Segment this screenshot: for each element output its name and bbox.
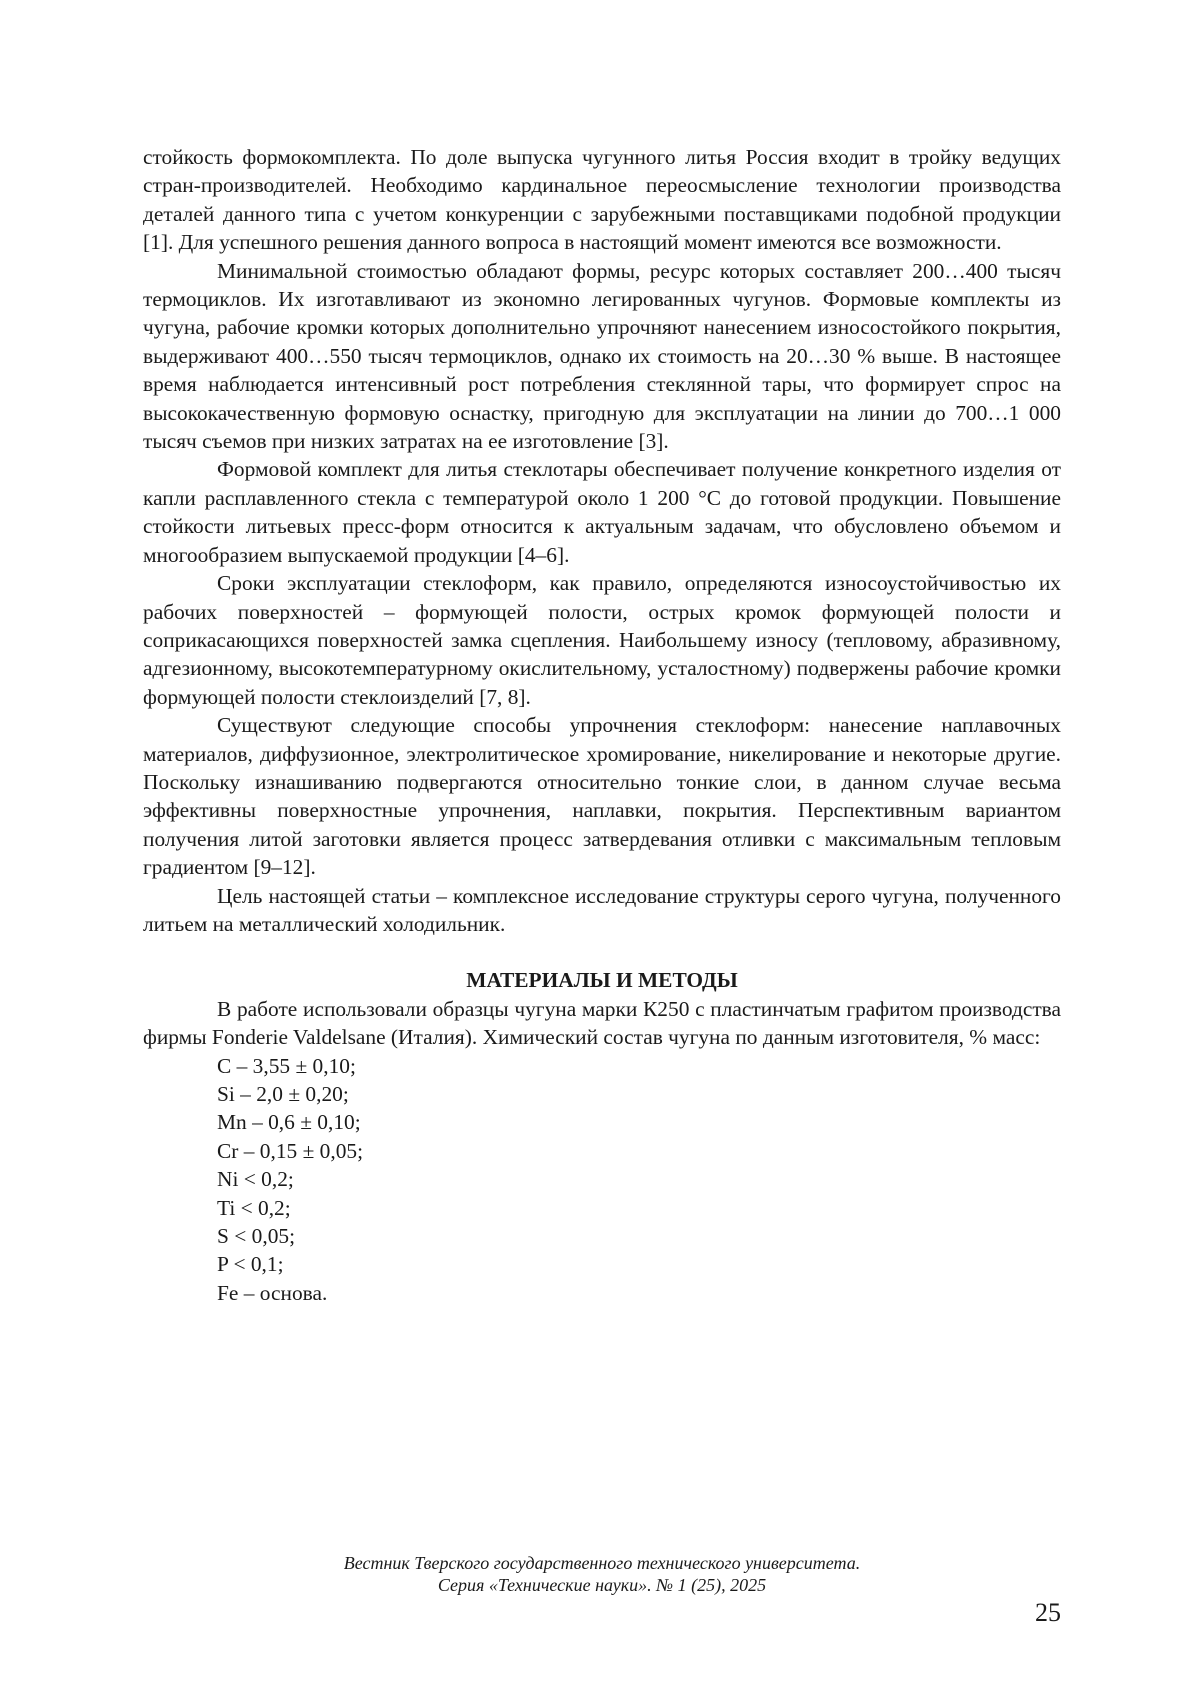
composition-item-ni: Ni < 0,2; — [217, 1167, 294, 1192]
page-content — [143, 143, 1061, 1307]
composition-item-si: Si – 2,0 ± 0,20; — [217, 1082, 349, 1106]
journal-footer — [143, 1552, 1061, 1596]
journal-series-line: Серия «Технические науки». № 1 (25), 2025 — [437, 1575, 767, 1595]
composition-item-cr: Cr – 0,15 ± 0,05; — [217, 1138, 364, 1163]
composition-item-fe: Fe – основа. — [217, 1280, 328, 1305]
composition-item-ti: Ti < 0,2; — [217, 1195, 291, 1220]
composition-item-p: P < 0,1; — [217, 1252, 284, 1277]
composition-item-mn: Mn – 0,6 ± 0,10; — [217, 1110, 361, 1135]
paragraph-intro-4: Сроки эксплуатации стеклоформ, как правило, определяются износоустойчивостью их рабочих поверхностей – формующей полости, острых кромок формующей полости и соприкасающихся поверхностей замка сцепления. Наибольшему износу (тепловому, абразивному, адгезионному, высокотемпературному окислительному, усталостному) подвержены рабочие кромки формующей полости стеклоизделий [7, 8]. — [143, 571, 1061, 709]
composition-list — [143, 1052, 1061, 1308]
composition-item-s: S < 0,05; — [217, 1224, 296, 1249]
section-heading: МАТЕРИАЛЫ И МЕТОДЫ — [466, 968, 738, 993]
journal-title-line: Вестник Тверского государственного технического университета. — [343, 1553, 861, 1573]
paragraph-intro-5: Существуют следующие способы упрочнения стеклоформ: нанесение наплавочных материалов, диффузионное, электролитическое хромирование, никелирование и некоторые другие. Поскольку изнашиванию подвергаются относительно тонкие слои, в данном случае весьма эффективны поверхностные упрочнения, наплавки, покрытия. Перспективным вариантом получения литой заготовки является процесс затвердевания отливки с максимальным тепловым градиентом [9–12]. — [143, 713, 1061, 880]
paragraph-methods: В работе использовали образцы чугуна марки К250 с пластинчатым графитом производства фирмы Fonderie Valdelsane (Италия). Химический состав чугуна по данным изготовителя, % масс: — [143, 996, 1061, 1050]
paragraph-intro-3: Формовой комплект для литья стеклотары обеспечивает получение конкретного изделия от капли расплавленного стекла с температурой около 1 200 °С до готовой продукции. Повышение стойкости литьевых пресс-форм относится к актуальным задачам, что обусловлено объемом и многообразием выпускаемой продукции [4–6]. — [143, 457, 1061, 567]
paragraph-intro-6: Цель настоящей статьи – комплексное исследование структуры серого чугуна, полученного литьем на металлический холодильник. — [143, 883, 1061, 936]
composition-item-c: C – 3,55 ± 0,10; — [217, 1053, 356, 1078]
page-number: 25 — [1035, 1598, 1061, 1627]
paragraph-intro-2: Минимальной стоимостью обладают формы, ресурс которых составляет 200…400 тысяч термоциклов. Их изготавливают из экономно легированных чугунов. Формовые комплекты из чугуна, рабочие кромки которых дополнительно упрочняют нанесением износостойкого покрытия, выдерживают 400…550 тысяч термоциклов, однако их стоимость на 20…30 % выше. В настоящее время наблюдается интенсивный рост потребления стеклянной тары, что формирует спрос на высококачественную формовую оснастку, пригодную для эксплуатации на линии до 700…1 000 тысяч съемов при низких затратах на ее изготовление [3]. — [143, 258, 1061, 454]
paragraph-intro-1: стойкость формокомплекта. По доле выпуска чугунного литья Россия входит в тройку ведущих стран-производителей. Необходимо кардинальное переосмысление технологии производства деталей данного типа с учетом конкуренции с зарубежными поставщиками подобной продукции [1]. Для успешного решения данного вопроса в настоящий момент имеются все возможности. — [143, 145, 1061, 255]
